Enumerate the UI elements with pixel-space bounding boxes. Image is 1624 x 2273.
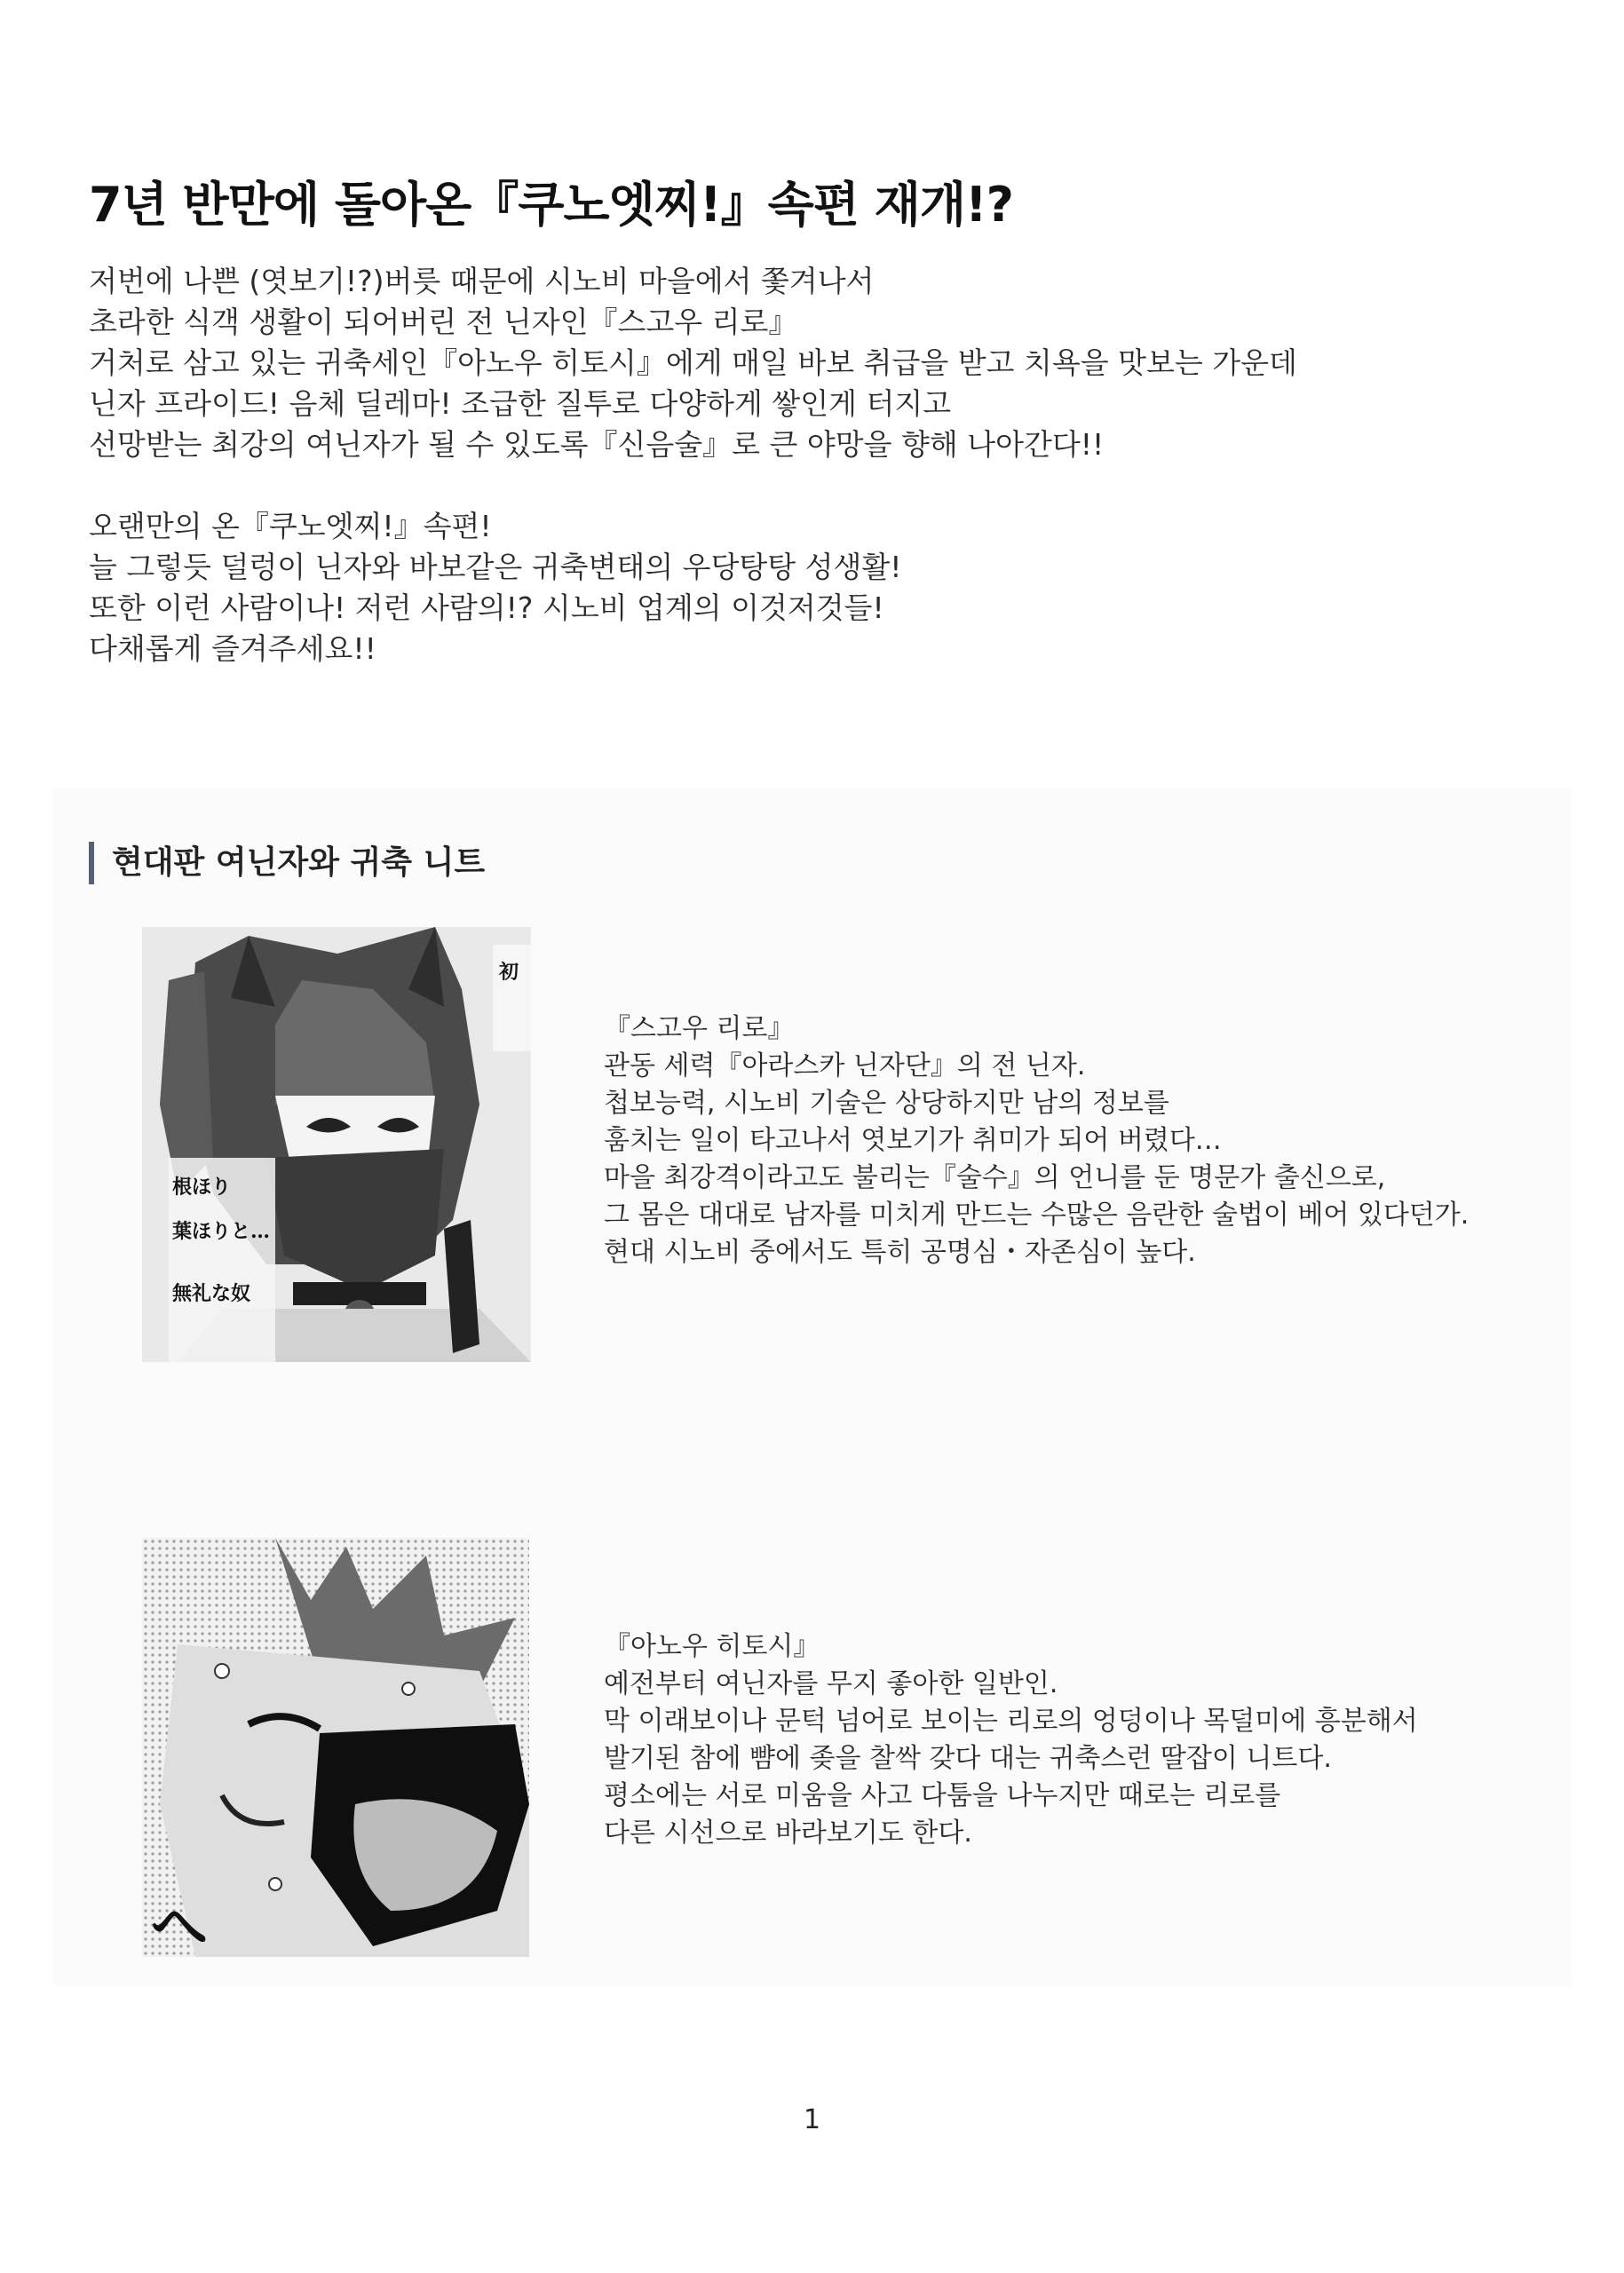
character-description-riro bbox=[604, 1010, 1469, 1271]
sfx-text-4: 無礼な奴 bbox=[172, 1282, 251, 1305]
character-name: 『스고우 리로』 bbox=[604, 1013, 795, 1044]
character-image-riro bbox=[142, 927, 531, 1362]
character-line: 관동 세력『아라스카 닌자단』의 전 닌자. bbox=[604, 1050, 1086, 1081]
character-line: 다른 시선으로 바라보기도 한다. bbox=[604, 1818, 972, 1849]
hitoshi-illustration bbox=[142, 1538, 529, 1957]
intro-text bbox=[89, 261, 1509, 669]
intro-line: 닌자 프라이드! 음체 딜레마! 조급한 질투로 다양하게 쌓인게 터지고 bbox=[89, 386, 952, 421]
character-description-hitoshi bbox=[604, 1628, 1418, 1852]
page-title: 7년 반만에 돌아온『쿠노엣찌!』속편 재개!? bbox=[89, 177, 1014, 233]
character-line: 발기된 참에 뺨에 좆을 찰싹 갖다 대는 귀축스런 딸잡이 니트다. bbox=[604, 1743, 1332, 1774]
sfx-text-1: 初 bbox=[499, 961, 519, 984]
character-line: 첩보능력, 시노비 기술은 상당하지만 남의 정보를 bbox=[604, 1088, 1169, 1119]
intro-line: 저번에 나쁜 (엿보기!?)버릇 때문에 시노비 마을에서 쫓겨나서 bbox=[89, 264, 875, 298]
character-line: 훔치는 일이 타고나서 엿보기가 취미가 되어 버렸다… bbox=[604, 1125, 1222, 1156]
sfx-text-2: 根ほり bbox=[172, 1176, 232, 1199]
character-name: 『아노우 히토시』 bbox=[604, 1631, 820, 1662]
character-line: 그 몸은 대대로 남자를 미치게 만드는 수많은 음란한 술법이 베어 있다던가. bbox=[604, 1200, 1470, 1231]
sfx-text-3: 葉ほりと… bbox=[172, 1220, 271, 1243]
intro-line: 다채롭게 즐겨주세요!! bbox=[89, 631, 376, 666]
intro-line: 늘 그렇듯 덜렁이 닌자와 바보같은 귀축변태의 우당탕탕 성생활! bbox=[89, 550, 902, 584]
riro-illustration bbox=[142, 927, 531, 1362]
character-image-hitoshi bbox=[142, 1538, 529, 1957]
sfx-text-5: へ bbox=[151, 1894, 208, 1957]
page-number: 1 bbox=[803, 2104, 821, 2135]
intro-line: 거처로 삼고 있는 귀축세인『아노우 히토시』에게 매일 바보 취급을 받고 치욕을 맛보는 가운데 bbox=[89, 345, 1297, 380]
intro-line: 선망받는 최강의 여닌자가 될 수 있도록『신음술』로 큰 야망을 향해 나아간다!! bbox=[89, 427, 1105, 462]
paragraph-gap bbox=[89, 465, 1509, 506]
character-line: 평소에는 서로 미움을 사고 다툼을 나누지만 때로는 리로를 bbox=[604, 1780, 1281, 1811]
intro-line: 오랜만의 온『쿠노엣찌!』속편! bbox=[89, 509, 492, 543]
character-line: 마을 최강격이라고도 불리는『술수』의 언니를 둔 명문가 출신으로, bbox=[604, 1162, 1386, 1193]
character-line: 현대 시노비 중에서도 특히 공명심・자존심이 높다. bbox=[604, 1237, 1196, 1268]
intro-line: 또한 이런 사람이나! 저런 사람의!? 시노비 업계의 이것저것들! bbox=[89, 590, 884, 625]
character-line: 예전부터 여닌자를 무지 좋아한 일반인. bbox=[604, 1668, 1058, 1699]
character-line: 막 이래보이나 문턱 넘어로 보이는 리로의 엉덩이나 목덜미에 흥분해서 bbox=[604, 1706, 1418, 1737]
section-heading: 현대판 여닌자와 귀축 니트 bbox=[89, 842, 485, 884]
intro-line: 초라한 식객 생활이 되어버린 전 닌자인『스고우 리로』 bbox=[89, 305, 798, 339]
